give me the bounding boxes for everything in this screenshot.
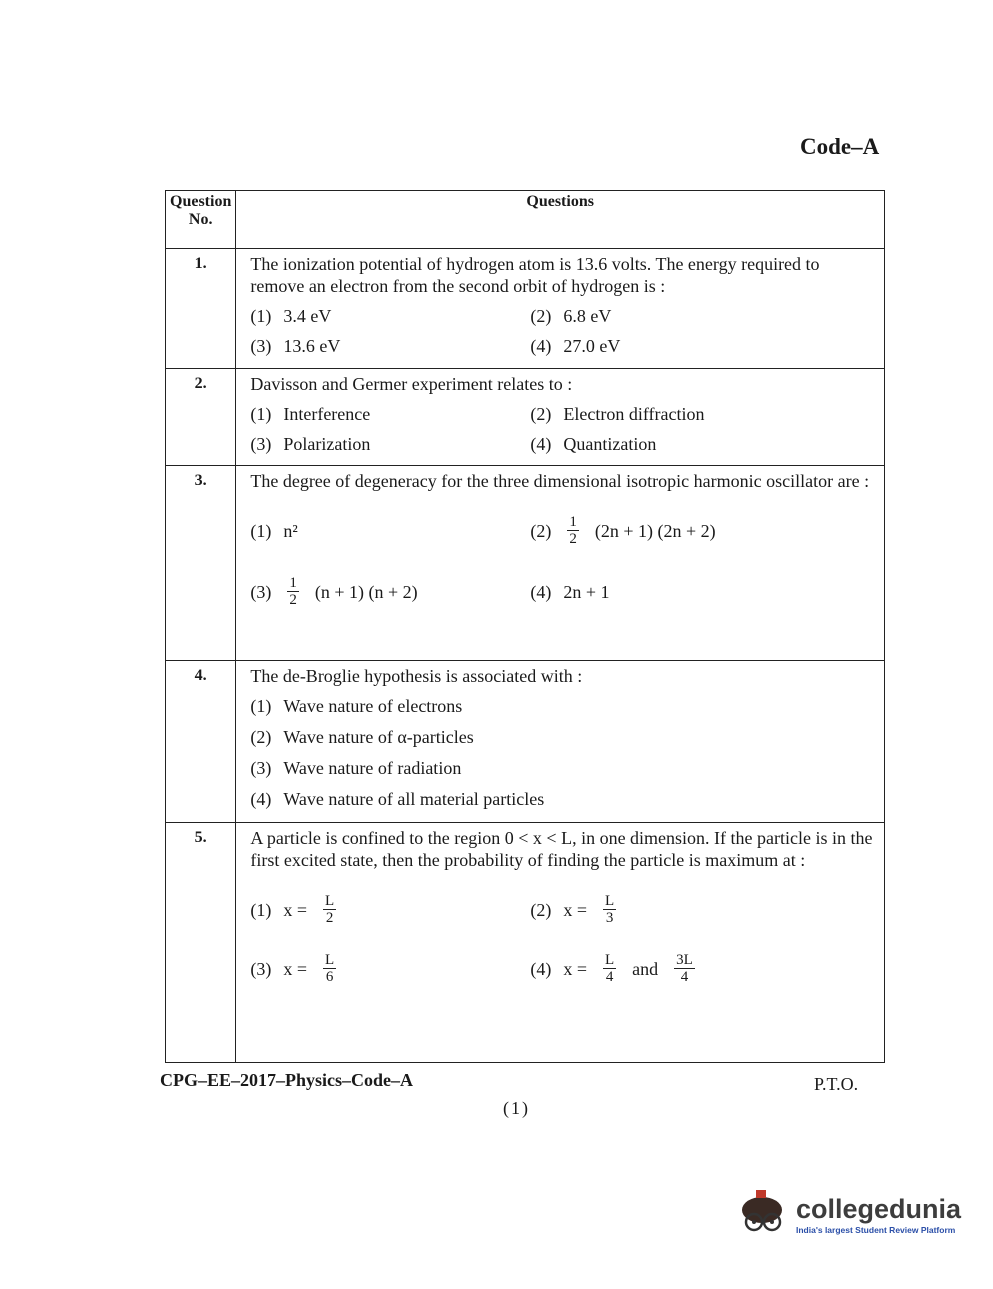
question-number: 1. bbox=[166, 249, 236, 369]
option-1: (1) Wave nature of electrons bbox=[250, 696, 463, 716]
question-text: The degree of degeneracy for the three dimensional isotropic harmonic oscillator are : bbox=[250, 471, 870, 491]
option-2: (2) Wave nature of α-particles bbox=[250, 727, 474, 747]
question-row-3 bbox=[166, 466, 885, 661]
option-2: (2) Electron diffraction bbox=[530, 404, 705, 424]
fraction: $\frac{1}{2}$ bbox=[289, 575, 297, 608]
page-number: (1) bbox=[503, 1098, 530, 1118]
fraction: $\frac{L}{4}$ bbox=[605, 952, 615, 985]
code-label: Code–A bbox=[800, 134, 880, 159]
option-3: (3) Polarization bbox=[250, 434, 371, 454]
question-body bbox=[236, 661, 885, 823]
question-number: 2. bbox=[166, 369, 236, 466]
option-2: (2) $\frac{1}{2}$ (2n + 1) (2n + 2) bbox=[530, 514, 716, 547]
option-1: (1) 3.4 eV bbox=[250, 306, 332, 326]
table-header bbox=[166, 191, 885, 249]
option-3: (3) $\frac{1}{2}$ (n + 1) (n + 2) bbox=[250, 575, 418, 608]
question-number: 4. bbox=[166, 661, 236, 823]
question-text: The de-Broglie hypothesis is associated with : bbox=[250, 666, 583, 686]
pto-label: P.T.O. bbox=[814, 1074, 859, 1094]
logo-tagline: India's largest Student Review Platform bbox=[796, 1224, 956, 1235]
question-body bbox=[236, 249, 885, 369]
question-row-2 bbox=[166, 369, 885, 466]
col-question-no: Question No. bbox=[166, 191, 236, 249]
option-4: (4) 2n + 1 bbox=[530, 581, 610, 602]
mascot-icon bbox=[738, 1188, 790, 1240]
fraction: $\frac{L}{6}$ bbox=[325, 952, 335, 985]
option-2: (2) x = $\frac{L}{3}$ bbox=[530, 893, 615, 926]
option-1: (1) Interference bbox=[250, 404, 371, 424]
option-3: (3) 13.6 eV bbox=[250, 336, 341, 356]
option-4: (4) Wave nature of all material particles bbox=[250, 789, 545, 809]
question-text: The ionization potential of hydrogen atom is 13.6 volts. The energy required to remove an electron from the second orbit of hydrogen is : bbox=[250, 254, 820, 296]
option-1: (1) x = $\frac{L}{2}$ bbox=[250, 893, 335, 926]
option-4: (4) Quantization bbox=[530, 434, 657, 454]
col-questions: Questions bbox=[236, 191, 885, 249]
question-table bbox=[165, 190, 885, 1063]
question-row-1 bbox=[166, 249, 885, 369]
logo-text: collegedunia bbox=[796, 1193, 962, 1224]
option-4: (4) x = $\frac{L}{4}$ and $\frac{3L}{4}$ bbox=[530, 952, 693, 985]
question-number: 3. bbox=[166, 466, 236, 661]
question-text: A particle is confined to the region 0 < x < L, in one dimension. If the particle is in the first excited state, then the probability of finding the particle is maximum at : bbox=[250, 828, 873, 870]
fraction: $\frac{L}{3}$ bbox=[605, 893, 615, 926]
option-3: (3) x = $\frac{L}{6}$ bbox=[250, 952, 335, 985]
fraction: $\frac{L}{2}$ bbox=[325, 893, 335, 926]
question-row-4 bbox=[166, 661, 885, 823]
question-body bbox=[236, 466, 885, 661]
question-body bbox=[236, 369, 885, 466]
question-body bbox=[236, 823, 885, 1063]
fraction: $\frac{3L}{4}$ bbox=[676, 952, 693, 985]
fraction: $\frac{1}{2}$ bbox=[569, 514, 577, 547]
option-1: (1) n² bbox=[250, 520, 298, 541]
question-text: Davisson and Germer experiment relates to : bbox=[250, 374, 573, 394]
paper-code: CPG–EE–2017–Physics–Code–A bbox=[160, 1070, 414, 1090]
option-2: (2) 6.8 eV bbox=[530, 306, 612, 326]
collegedunia-logo bbox=[738, 1188, 961, 1240]
question-number: 5. bbox=[166, 823, 236, 1063]
option-3: (3) Wave nature of radiation bbox=[250, 758, 462, 778]
option-4: (4) 27.0 eV bbox=[530, 336, 621, 356]
question-row-5 bbox=[166, 823, 885, 1063]
